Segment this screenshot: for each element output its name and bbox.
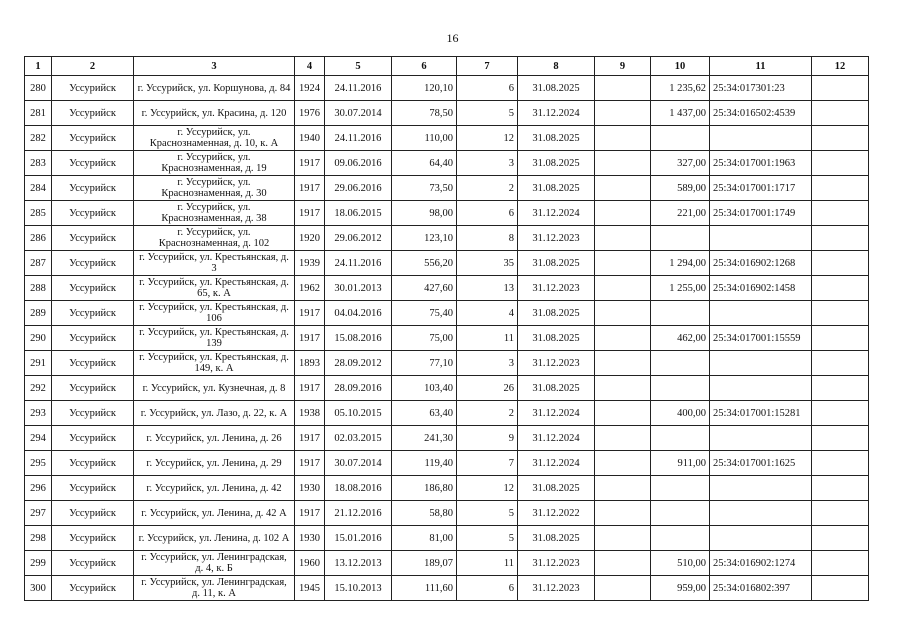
date-cell: 24.11.2016 bbox=[325, 251, 392, 276]
col9-cell bbox=[595, 401, 651, 426]
table-row bbox=[25, 501, 869, 526]
year-built-cell: 1930 bbox=[295, 526, 325, 551]
table-row bbox=[25, 476, 869, 501]
year-built-cell: 1960 bbox=[295, 551, 325, 576]
area-cell: 75,40 bbox=[392, 301, 457, 326]
row-number-cell: 298 bbox=[25, 526, 52, 551]
date-cell: 13.12.2013 bbox=[325, 551, 392, 576]
deadline-cell: 31.12.2024 bbox=[518, 451, 595, 476]
row-number-cell: 287 bbox=[25, 251, 52, 276]
row-number-cell: 288 bbox=[25, 276, 52, 301]
cadastral-number-cell bbox=[710, 476, 812, 501]
address-cell: г. Уссурийск, ул. Ленина, д. 102 А bbox=[134, 526, 295, 551]
deadline-cell: 31.12.2024 bbox=[518, 101, 595, 126]
city-cell: Уссурийск bbox=[52, 101, 134, 126]
col9-cell bbox=[595, 151, 651, 176]
cadastral-number-cell: 25:34:016902:1274 bbox=[710, 551, 812, 576]
city-cell: Уссурийск bbox=[52, 401, 134, 426]
cadastral-number-cell: 25:34:017001:1749 bbox=[710, 201, 812, 226]
area-cell: 556,20 bbox=[392, 251, 457, 276]
residents-cell: 11 bbox=[457, 326, 518, 351]
cadastral-number-cell bbox=[710, 351, 812, 376]
deadline-cell: 31.12.2023 bbox=[518, 551, 595, 576]
city-cell: Уссурийск bbox=[52, 301, 134, 326]
city-cell: Уссурийск bbox=[52, 76, 134, 101]
area-cell: 75,00 bbox=[392, 326, 457, 351]
row-number-cell: 294 bbox=[25, 426, 52, 451]
col12-cell bbox=[812, 526, 869, 551]
cadastral-number-cell: 25:34:017001:1625 bbox=[710, 451, 812, 476]
city-cell: Уссурийск bbox=[52, 201, 134, 226]
row-number-cell: 284 bbox=[25, 176, 52, 201]
col9-cell bbox=[595, 76, 651, 101]
col9-cell bbox=[595, 101, 651, 126]
col9-cell bbox=[595, 526, 651, 551]
row-number-cell: 280 bbox=[25, 76, 52, 101]
row-number-cell: 300 bbox=[25, 576, 52, 601]
cost-cell bbox=[651, 226, 710, 251]
cadastral-number-cell: 25:34:016502:4539 bbox=[710, 101, 812, 126]
deadline-cell: 31.08.2025 bbox=[518, 376, 595, 401]
col12-cell bbox=[812, 476, 869, 501]
date-cell: 24.11.2016 bbox=[325, 76, 392, 101]
cost-cell: 1 437,00 bbox=[651, 101, 710, 126]
city-cell: Уссурийск bbox=[52, 376, 134, 401]
cost-cell: 327,00 bbox=[651, 151, 710, 176]
area-cell: 241,30 bbox=[392, 426, 457, 451]
date-cell: 15.10.2013 bbox=[325, 576, 392, 601]
date-cell: 05.10.2015 bbox=[325, 401, 392, 426]
residents-cell: 12 bbox=[457, 126, 518, 151]
col12-cell bbox=[812, 176, 869, 201]
residents-cell: 35 bbox=[457, 251, 518, 276]
year-built-cell: 1917 bbox=[295, 501, 325, 526]
column-header-4: 4 bbox=[295, 57, 325, 76]
col9-cell bbox=[595, 126, 651, 151]
address-cell: г. Уссурийск, ул. Ленина, д. 42 bbox=[134, 476, 295, 501]
city-cell: Уссурийск bbox=[52, 501, 134, 526]
cadastral-number-cell: 25:34:016902:1268 bbox=[710, 251, 812, 276]
table-row bbox=[25, 151, 869, 176]
cost-cell bbox=[651, 426, 710, 451]
residents-cell: 6 bbox=[457, 576, 518, 601]
address-cell: г. Уссурийск, ул. Крестьянская, д. 65, к. А bbox=[134, 276, 295, 301]
date-cell: 30.07.2014 bbox=[325, 451, 392, 476]
address-cell: г. Уссурийск, ул. Ленина, д. 29 bbox=[134, 451, 295, 476]
date-cell: 30.07.2014 bbox=[325, 101, 392, 126]
residents-cell: 8 bbox=[457, 226, 518, 251]
residents-cell: 7 bbox=[457, 451, 518, 476]
date-cell: 30.01.2013 bbox=[325, 276, 392, 301]
deadline-cell: 31.12.2024 bbox=[518, 401, 595, 426]
year-built-cell: 1893 bbox=[295, 351, 325, 376]
residents-cell: 2 bbox=[457, 401, 518, 426]
cost-cell: 400,00 bbox=[651, 401, 710, 426]
col12-cell bbox=[812, 401, 869, 426]
residents-cell: 2 bbox=[457, 176, 518, 201]
year-built-cell: 1917 bbox=[295, 301, 325, 326]
table-body bbox=[25, 76, 869, 601]
residents-cell: 26 bbox=[457, 376, 518, 401]
table-row bbox=[25, 526, 869, 551]
area-cell: 427,60 bbox=[392, 276, 457, 301]
table-row bbox=[25, 101, 869, 126]
table-row bbox=[25, 176, 869, 201]
area-cell: 189,07 bbox=[392, 551, 457, 576]
col9-cell bbox=[595, 301, 651, 326]
address-cell: г. Уссурийск, ул. Краснознаменная, д. 19 bbox=[134, 151, 295, 176]
residents-cell: 5 bbox=[457, 101, 518, 126]
date-cell: 04.04.2016 bbox=[325, 301, 392, 326]
year-built-cell: 1917 bbox=[295, 151, 325, 176]
residents-cell: 11 bbox=[457, 551, 518, 576]
cadastral-number-cell bbox=[710, 126, 812, 151]
col12-cell bbox=[812, 451, 869, 476]
column-header-11: 11 bbox=[710, 57, 812, 76]
area-cell: 78,50 bbox=[392, 101, 457, 126]
cost-cell bbox=[651, 501, 710, 526]
cost-cell: 1 235,62 bbox=[651, 76, 710, 101]
col12-cell bbox=[812, 101, 869, 126]
deadline-cell: 31.08.2025 bbox=[518, 176, 595, 201]
residents-cell: 9 bbox=[457, 426, 518, 451]
table-row bbox=[25, 326, 869, 351]
cost-cell bbox=[651, 126, 710, 151]
city-cell: Уссурийск bbox=[52, 151, 134, 176]
deadline-cell: 31.12.2024 bbox=[518, 201, 595, 226]
col9-cell bbox=[595, 351, 651, 376]
date-cell: 18.06.2015 bbox=[325, 201, 392, 226]
year-built-cell: 1917 bbox=[295, 376, 325, 401]
col12-cell bbox=[812, 126, 869, 151]
city-cell: Уссурийск bbox=[52, 326, 134, 351]
date-cell: 24.11.2016 bbox=[325, 126, 392, 151]
col12-cell bbox=[812, 426, 869, 451]
col9-cell bbox=[595, 326, 651, 351]
residents-cell: 13 bbox=[457, 276, 518, 301]
date-cell: 28.09.2016 bbox=[325, 376, 392, 401]
address-cell: г. Уссурийск, ул. Крестьянская, д. 139 bbox=[134, 326, 295, 351]
housing-registry-table bbox=[24, 56, 869, 601]
deadline-cell: 31.12.2022 bbox=[518, 501, 595, 526]
cost-cell: 911,00 bbox=[651, 451, 710, 476]
address-cell: г. Уссурийск, ул. Ленинградская, д. 11, к. А bbox=[134, 576, 295, 601]
deadline-cell: 31.08.2025 bbox=[518, 126, 595, 151]
table-row bbox=[25, 201, 869, 226]
city-cell: Уссурийск bbox=[52, 576, 134, 601]
address-cell: г. Уссурийск, ул. Ленина, д. 42 А bbox=[134, 501, 295, 526]
year-built-cell: 1938 bbox=[295, 401, 325, 426]
area-cell: 103,40 bbox=[392, 376, 457, 401]
year-built-cell: 1917 bbox=[295, 451, 325, 476]
date-cell: 28.09.2012 bbox=[325, 351, 392, 376]
cost-cell: 510,00 bbox=[651, 551, 710, 576]
year-built-cell: 1920 bbox=[295, 226, 325, 251]
year-built-cell: 1945 bbox=[295, 576, 325, 601]
cost-cell bbox=[651, 351, 710, 376]
area-cell: 119,40 bbox=[392, 451, 457, 476]
deadline-cell: 31.08.2025 bbox=[518, 526, 595, 551]
residents-cell: 3 bbox=[457, 151, 518, 176]
city-cell: Уссурийск bbox=[52, 551, 134, 576]
area-cell: 111,60 bbox=[392, 576, 457, 601]
table-row bbox=[25, 276, 869, 301]
date-cell: 29.06.2016 bbox=[325, 176, 392, 201]
table-row bbox=[25, 126, 869, 151]
column-header-5: 5 bbox=[325, 57, 392, 76]
year-built-cell: 1930 bbox=[295, 476, 325, 501]
table-row bbox=[25, 226, 869, 251]
header-row bbox=[25, 57, 869, 76]
residents-cell: 4 bbox=[457, 301, 518, 326]
address-cell: г. Уссурийск, ул. Кузнечная, д. 8 bbox=[134, 376, 295, 401]
column-header-1: 1 bbox=[25, 57, 52, 76]
deadline-cell: 31.08.2025 bbox=[518, 326, 595, 351]
city-cell: Уссурийск bbox=[52, 476, 134, 501]
col12-cell bbox=[812, 226, 869, 251]
cost-cell bbox=[651, 476, 710, 501]
area-cell: 73,50 bbox=[392, 176, 457, 201]
deadline-cell: 31.08.2025 bbox=[518, 76, 595, 101]
year-built-cell: 1924 bbox=[295, 76, 325, 101]
address-cell: г. Уссурийск, ул. Краснознаменная, д. 10, к. А bbox=[134, 126, 295, 151]
area-cell: 64,40 bbox=[392, 151, 457, 176]
col12-cell bbox=[812, 76, 869, 101]
column-header-6: 6 bbox=[392, 57, 457, 76]
residents-cell: 3 bbox=[457, 351, 518, 376]
col9-cell bbox=[595, 176, 651, 201]
cadastral-number-cell: 25:34:017001:1963 bbox=[710, 151, 812, 176]
city-cell: Уссурийск bbox=[52, 276, 134, 301]
area-cell: 98,00 bbox=[392, 201, 457, 226]
cadastral-number-cell bbox=[710, 376, 812, 401]
cost-cell bbox=[651, 526, 710, 551]
deadline-cell: 31.12.2023 bbox=[518, 351, 595, 376]
deadline-cell: 31.08.2025 bbox=[518, 301, 595, 326]
city-cell: Уссурийск bbox=[52, 451, 134, 476]
row-number-cell: 289 bbox=[25, 301, 52, 326]
date-cell: 09.06.2016 bbox=[325, 151, 392, 176]
cost-cell bbox=[651, 301, 710, 326]
year-built-cell: 1939 bbox=[295, 251, 325, 276]
deadline-cell: 31.08.2025 bbox=[518, 151, 595, 176]
residents-cell: 5 bbox=[457, 501, 518, 526]
column-header-9: 9 bbox=[595, 57, 651, 76]
row-number-cell: 281 bbox=[25, 101, 52, 126]
row-number-cell: 290 bbox=[25, 326, 52, 351]
table-row bbox=[25, 451, 869, 476]
col9-cell bbox=[595, 201, 651, 226]
table-row bbox=[25, 401, 869, 426]
row-number-cell: 292 bbox=[25, 376, 52, 401]
residents-cell: 5 bbox=[457, 526, 518, 551]
col12-cell bbox=[812, 351, 869, 376]
col12-cell bbox=[812, 501, 869, 526]
row-number-cell: 282 bbox=[25, 126, 52, 151]
address-cell: г. Уссурийск, ул. Ленина, д. 26 bbox=[134, 426, 295, 451]
address-cell: г. Уссурийск, ул. Красина, д. 120 bbox=[134, 101, 295, 126]
date-cell: 29.06.2012 bbox=[325, 226, 392, 251]
city-cell: Уссурийск bbox=[52, 126, 134, 151]
address-cell: г. Уссурийск, ул. Краснознаменная, д. 102 bbox=[134, 226, 295, 251]
column-header-7: 7 bbox=[457, 57, 518, 76]
area-cell: 123,10 bbox=[392, 226, 457, 251]
city-cell: Уссурийск bbox=[52, 426, 134, 451]
residents-cell: 6 bbox=[457, 201, 518, 226]
date-cell: 15.08.2016 bbox=[325, 326, 392, 351]
deadline-cell: 31.12.2024 bbox=[518, 426, 595, 451]
col9-cell bbox=[595, 426, 651, 451]
address-cell: г. Уссурийск, ул. Крестьянская, д. 149, к. А bbox=[134, 351, 295, 376]
year-built-cell: 1917 bbox=[295, 426, 325, 451]
area-cell: 81,00 bbox=[392, 526, 457, 551]
cost-cell bbox=[651, 376, 710, 401]
table-row bbox=[25, 76, 869, 101]
table-row bbox=[25, 426, 869, 451]
deadline-cell: 31.12.2023 bbox=[518, 226, 595, 251]
cadastral-number-cell: 25:34:017001:1717 bbox=[710, 176, 812, 201]
row-number-cell: 291 bbox=[25, 351, 52, 376]
residents-cell: 6 bbox=[457, 76, 518, 101]
col9-cell bbox=[595, 226, 651, 251]
row-number-cell: 299 bbox=[25, 551, 52, 576]
city-cell: Уссурийск bbox=[52, 526, 134, 551]
address-cell: г. Уссурийск, ул. Крестьянская, д. 106 bbox=[134, 301, 295, 326]
date-cell: 02.03.2015 bbox=[325, 426, 392, 451]
area-cell: 58,80 bbox=[392, 501, 457, 526]
year-built-cell: 1976 bbox=[295, 101, 325, 126]
col12-cell bbox=[812, 251, 869, 276]
area-cell: 77,10 bbox=[392, 351, 457, 376]
col12-cell bbox=[812, 326, 869, 351]
column-header-8: 8 bbox=[518, 57, 595, 76]
deadline-cell: 31.08.2025 bbox=[518, 476, 595, 501]
cadastral-number-cell bbox=[710, 301, 812, 326]
year-built-cell: 1917 bbox=[295, 326, 325, 351]
col12-cell bbox=[812, 151, 869, 176]
table-row bbox=[25, 576, 869, 601]
cost-cell: 959,00 bbox=[651, 576, 710, 601]
col9-cell bbox=[595, 501, 651, 526]
col9-cell bbox=[595, 451, 651, 476]
cadastral-number-cell: 25:34:016902:1458 bbox=[710, 276, 812, 301]
table-row bbox=[25, 551, 869, 576]
column-header-12: 12 bbox=[812, 57, 869, 76]
table-row bbox=[25, 376, 869, 401]
col12-cell bbox=[812, 276, 869, 301]
row-number-cell: 296 bbox=[25, 476, 52, 501]
address-cell: г. Уссурийск, ул. Краснознаменная, д. 38 bbox=[134, 201, 295, 226]
cost-cell: 221,00 bbox=[651, 201, 710, 226]
col9-cell bbox=[595, 276, 651, 301]
area-cell: 110,00 bbox=[392, 126, 457, 151]
deadline-cell: 31.08.2025 bbox=[518, 251, 595, 276]
cadastral-number-cell bbox=[710, 501, 812, 526]
col9-cell bbox=[595, 576, 651, 601]
row-number-cell: 283 bbox=[25, 151, 52, 176]
cadastral-number-cell: 25:34:017001:15281 bbox=[710, 401, 812, 426]
city-cell: Уссурийск bbox=[52, 251, 134, 276]
area-cell: 120,10 bbox=[392, 76, 457, 101]
col12-cell bbox=[812, 551, 869, 576]
year-built-cell: 1940 bbox=[295, 126, 325, 151]
table-row bbox=[25, 301, 869, 326]
table-row bbox=[25, 251, 869, 276]
cadastral-number-cell bbox=[710, 526, 812, 551]
row-number-cell: 285 bbox=[25, 201, 52, 226]
address-cell: г. Уссурийск, ул. Коршунова, д. 84 bbox=[134, 76, 295, 101]
deadline-cell: 31.12.2023 bbox=[518, 276, 595, 301]
column-header-10: 10 bbox=[651, 57, 710, 76]
year-built-cell: 1917 bbox=[295, 201, 325, 226]
col12-cell bbox=[812, 576, 869, 601]
cadastral-number-cell bbox=[710, 426, 812, 451]
col12-cell bbox=[812, 376, 869, 401]
address-cell: г. Уссурийск, ул. Лазо, д. 22, к. А bbox=[134, 401, 295, 426]
row-number-cell: 295 bbox=[25, 451, 52, 476]
address-cell: г. Уссурийск, ул. Краснознаменная, д. 30 bbox=[134, 176, 295, 201]
cadastral-number-cell: 25:34:017001:15559 bbox=[710, 326, 812, 351]
col9-cell bbox=[595, 376, 651, 401]
city-cell: Уссурийск bbox=[52, 176, 134, 201]
year-built-cell: 1917 bbox=[295, 176, 325, 201]
col9-cell bbox=[595, 476, 651, 501]
cost-cell: 1 294,00 bbox=[651, 251, 710, 276]
cost-cell: 1 255,00 bbox=[651, 276, 710, 301]
cadastral-number-cell: 25:34:017301:23 bbox=[710, 76, 812, 101]
city-cell: Уссурийск bbox=[52, 226, 134, 251]
deadline-cell: 31.12.2023 bbox=[518, 576, 595, 601]
area-cell: 186,80 bbox=[392, 476, 457, 501]
date-cell: 18.08.2016 bbox=[325, 476, 392, 501]
cadastral-number-cell bbox=[710, 226, 812, 251]
row-number-cell: 297 bbox=[25, 501, 52, 526]
address-cell: г. Уссурийск, ул. Ленинградская, д. 4, к. Б bbox=[134, 551, 295, 576]
year-built-cell: 1962 bbox=[295, 276, 325, 301]
col12-cell bbox=[812, 301, 869, 326]
row-number-cell: 293 bbox=[25, 401, 52, 426]
date-cell: 21.12.2016 bbox=[325, 501, 392, 526]
cost-cell: 589,00 bbox=[651, 176, 710, 201]
address-cell: г. Уссурийск, ул. Крестьянская, д. 3 bbox=[134, 251, 295, 276]
row-number-cell: 286 bbox=[25, 226, 52, 251]
table-row bbox=[25, 351, 869, 376]
date-cell: 15.01.2016 bbox=[325, 526, 392, 551]
col9-cell bbox=[595, 551, 651, 576]
cadastral-number-cell: 25:34:016802:397 bbox=[710, 576, 812, 601]
column-header-3: 3 bbox=[134, 57, 295, 76]
cost-cell: 462,00 bbox=[651, 326, 710, 351]
col12-cell bbox=[812, 201, 869, 226]
city-cell: Уссурийск bbox=[52, 351, 134, 376]
page-number: 16 bbox=[446, 31, 459, 45]
col9-cell bbox=[595, 251, 651, 276]
column-header-2: 2 bbox=[52, 57, 134, 76]
residents-cell: 12 bbox=[457, 476, 518, 501]
area-cell: 63,40 bbox=[392, 401, 457, 426]
